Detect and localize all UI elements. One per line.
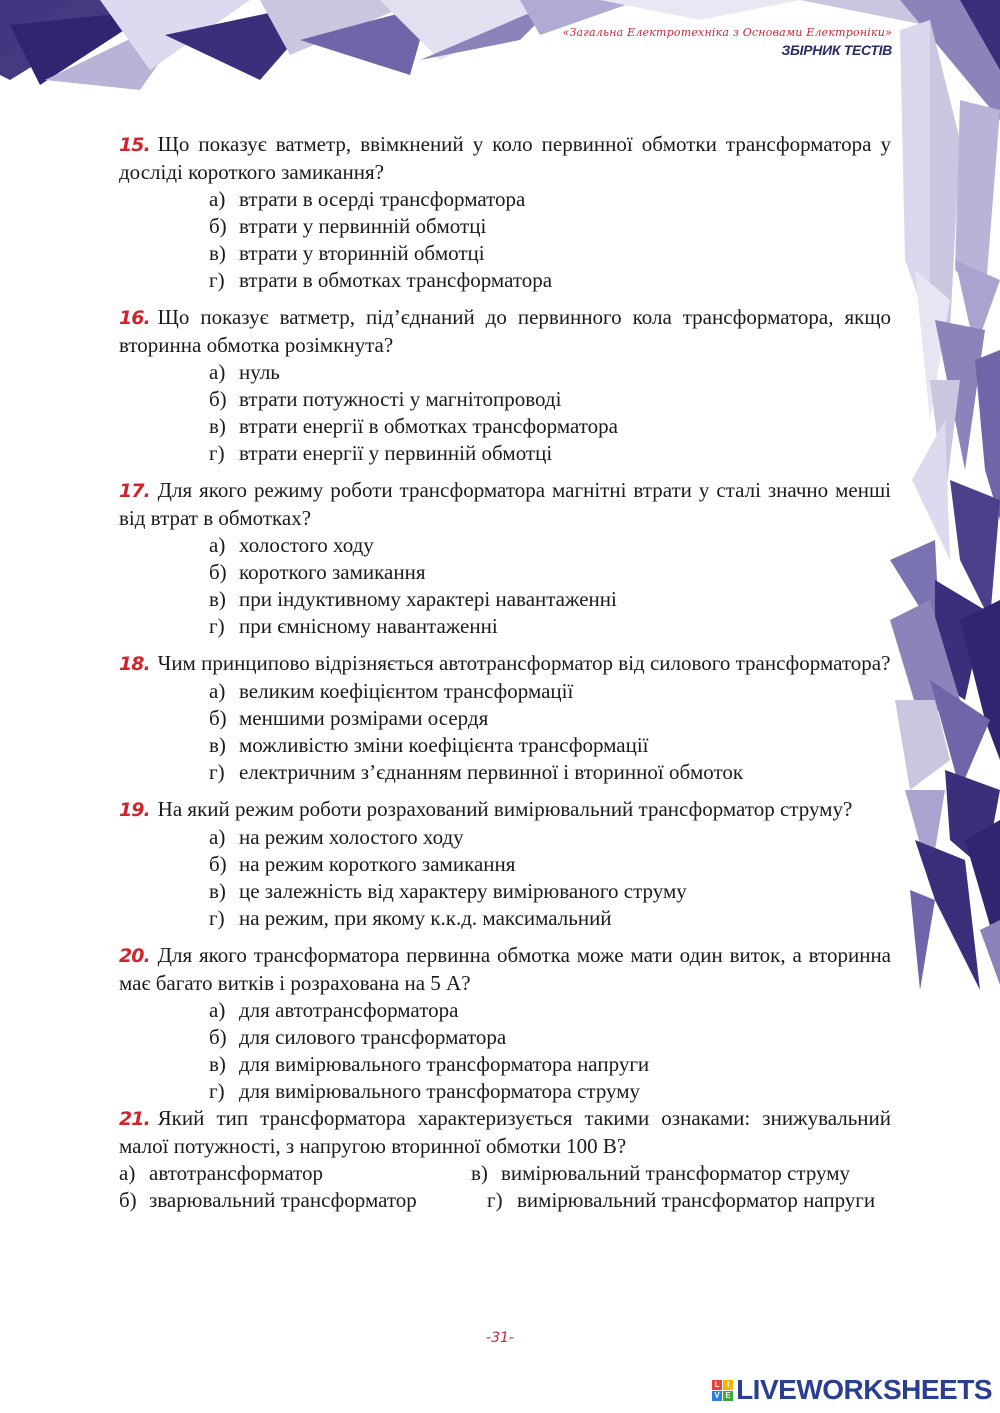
header-subtitle: «Загальна Електротехніка з Основами Електроніки» <box>562 26 892 39</box>
options-list <box>209 359 891 467</box>
options-list <box>209 824 891 932</box>
page-header <box>563 26 892 58</box>
liveworksheets-logo[interactable] <box>712 1374 992 1406</box>
question-21 <box>119 1105 891 1214</box>
option-a[interactable]: а) великим коефіцієнтом трансформації <box>209 679 574 703</box>
option-g[interactable]: г) на режим, при якому к.к.д. максимальний <box>209 906 612 930</box>
option-b[interactable]: б) меншими розмірами осердя <box>209 706 489 730</box>
option-g[interactable]: г) вимірювальний трансформатор напруги <box>487 1188 876 1212</box>
header-title: ЗБІРНИК ТЕСТІВ <box>781 42 892 58</box>
question-text: На який режим роботи розрахований вимірювальний трансформатор струму? <box>157 797 853 821</box>
option-a[interactable]: а) нуль <box>209 360 280 384</box>
option-g[interactable]: г) втрати енергії у первинній обмотці <box>209 441 553 465</box>
question-19 <box>119 796 891 932</box>
question-number: 15. <box>119 134 150 156</box>
options-grid <box>119 1160 891 1214</box>
question-text: Що показує ватметр, ввімкнений у коло первинної обмотки трансформатора у досліді короткого замикання? <box>119 132 891 184</box>
option-v[interactable]: в) вимірювальний трансформатор струму <box>471 1161 851 1185</box>
question-text: Для якого трансформатора первинна обмотка може мати один виток, а вторинна має багато витків і розрахована на 5 А? <box>119 943 891 995</box>
question-number: 16. <box>119 307 150 329</box>
option-b[interactable]: б) на режим короткого замикання <box>209 852 516 876</box>
option-a[interactable]: а) втрати в осерді трансформатора <box>209 187 526 211</box>
question-number: 20. <box>119 945 150 967</box>
question-number: 21. <box>119 1108 150 1130</box>
options-list <box>209 678 891 786</box>
question-20 <box>119 942 891 1105</box>
question-number: 18. <box>119 653 150 675</box>
option-a[interactable]: а) автотрансформатор <box>119 1161 324 1185</box>
liveworksheets-icon: L I V E <box>712 1380 733 1401</box>
question-number: 17. <box>119 480 150 502</box>
option-v[interactable]: в) це залежність від характеру вимірюваного струму <box>209 879 687 903</box>
question-text: Який тип трансформатора характеризується такими ознаками: знижувальний малої потужності, з напругою вторинної обмотки 100 В? <box>119 1106 891 1158</box>
question-text: Що показує ватметр, під’єднаний до первинного кола трансформатора, якщо вторинна обмотка розімкнута? <box>119 305 891 357</box>
option-a[interactable]: а) на режим холостого ходу <box>209 825 464 849</box>
option-v[interactable]: в) втрати енергії в обмотках трансформатора <box>209 414 618 438</box>
question-17 <box>119 477 891 640</box>
options-list <box>209 186 891 294</box>
question-15 <box>119 131 891 294</box>
watermark-text: LIVEWORKSHEETS <box>736 1374 992 1405</box>
options-list <box>209 997 891 1105</box>
option-b[interactable]: б) зварювальний трансформатор <box>119 1188 417 1212</box>
question-text: Для якого режиму роботи трансформатора магнітні втрати у сталі значно менші від втрат в обмотках? <box>119 478 891 530</box>
question-text: Чим принципово відрізняється автотрансформатор від силового трансформатора? <box>157 651 891 675</box>
option-b[interactable]: б) втрати у первинній обмотці <box>209 214 487 238</box>
option-b[interactable]: б) короткого замикання <box>209 560 426 584</box>
option-g[interactable]: г) електричним з’єднанням первинної і вторинної обмоток <box>209 760 744 784</box>
question-number: 19. <box>119 799 150 821</box>
option-v[interactable]: в) для вимірювального трансформатора напруги <box>209 1052 650 1076</box>
questions-list <box>119 131 891 1214</box>
option-a[interactable]: а) холостого ходу <box>209 533 374 557</box>
option-v[interactable]: в) можливістю зміни коефіцієнта трансформації <box>209 733 649 757</box>
option-g[interactable]: г) втрати в обмотках трансформатора <box>209 268 553 292</box>
option-b[interactable]: б) для силового трансформатора <box>209 1025 507 1049</box>
options-list <box>209 532 891 640</box>
option-g[interactable]: г) для вимірювального трансформатора струму <box>209 1079 641 1103</box>
option-v[interactable]: в) втрати у вторинній обмотці <box>209 241 485 265</box>
option-g[interactable]: г) при ємнісному навантаженні <box>209 614 498 638</box>
question-18 <box>119 650 891 786</box>
option-b[interactable]: б) втрати потужності у магнітопроводі <box>209 387 562 411</box>
question-16 <box>119 304 891 467</box>
page-number: -31- <box>486 1330 514 1346</box>
option-a[interactable]: а) для автотрансформатора <box>209 998 459 1022</box>
option-v[interactable]: в) при індуктивному характері навантаженні <box>209 587 617 611</box>
